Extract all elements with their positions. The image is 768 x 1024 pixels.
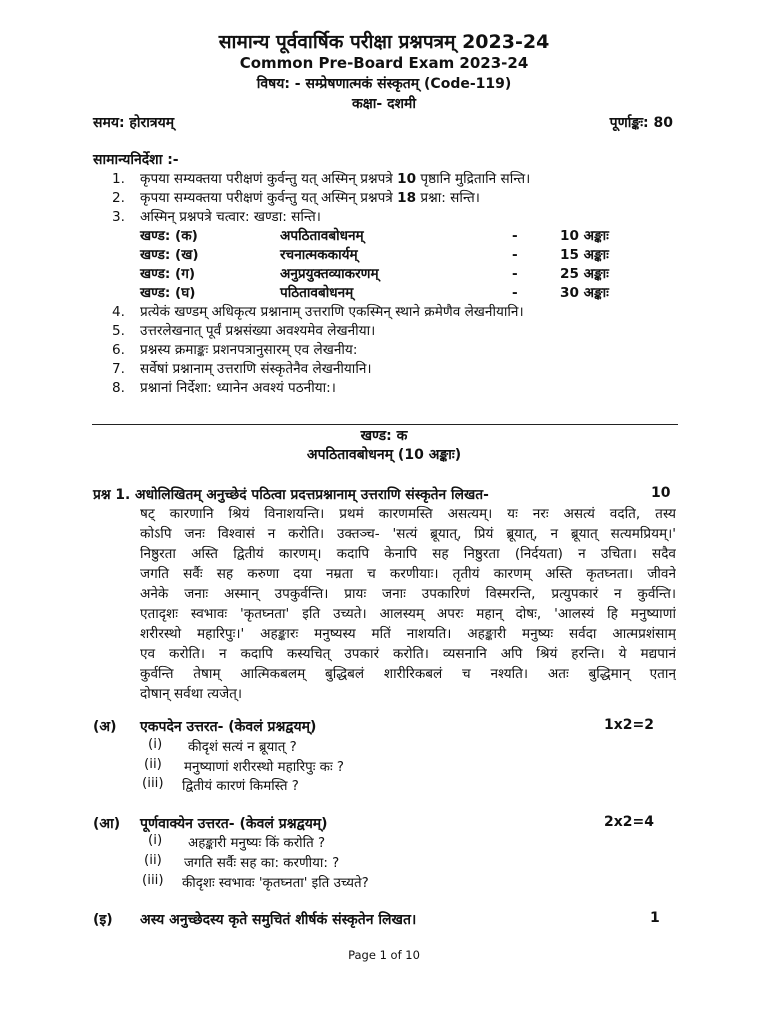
subject-line: विषय: - सम्प्रेषणात्मकं संस्कृतम् (Code-119) [256,76,512,92]
part-i-label: (इ) [93,912,113,928]
passage-line: दोषान् सर्वथा त्यजेत्। [140,686,243,702]
time-label: समय: होरात्रयम् [93,115,175,131]
instruction-item: 4. प्रत्येकं खण्डम् अधिकृत्य प्रश्नानाम् उत्तराणि एकस्मिन् स्थाने क्रमेणैव लेखनीयानि। [112,304,524,320]
passage-line: जगति सर्वैः सह करुणा दया नम्रता च करणीयाः। तृतीयं कारणम् अस्ति कृतघ्नता। जीवने [140,566,676,582]
passage-line: शरीरस्थो महारिपुः।' अहङ्कारः मनुष्यस्य मतिं नाशयति। अहङ्कारी मनुष्यः सर्वदा आत्मप्रशंसाम् [140,626,676,642]
question-1-marks: 10 [651,485,671,501]
divider [92,424,678,425]
section-row: खण्ड: (ख) रचनात्मककार्यम् - 15 अङ्काः [140,247,609,263]
part-aa-marks: 2x2=4 [604,814,654,830]
page-number: Page 1 of 10 [348,948,420,962]
exam-title-english: Common Pre-Board Exam 2023-24 [239,54,529,72]
class-line: कक्षा- दशमी [351,96,417,112]
max-marks-label: पूर्णाङ्कः: 80 [609,115,673,131]
exam-title-hindi: सामान्य पूर्ववार्षिक परीक्षा प्रश्नपत्रम् 2023-24 [218,31,550,53]
part-aa-instruction: पूर्णवाक्येन उत्तरत- (केवलं प्रश्नद्वयम्) [140,816,328,832]
instruction-item: 2. कृपया सम्यक्तया परीक्षणं कुर्वन्तु यत् अस्मिन् प्रश्नपत्रे 18 प्रश्ना: सन्ति। [112,190,480,206]
part-i-marks: 1 [650,910,660,926]
section-row: खण्ड: (ग) अनुप्रयुक्तव्याकरणम् - 25 अङ्काः [140,266,609,282]
instruction-item: 8. प्रश्नानां निर्देशा: ध्यानेन अवश्यं पठनीया:। [112,380,336,396]
passage-line: एव करोति। न कदापि कस्यचित् उपकारं करोति। व्यसनानि अपि श्रियं हरन्ति। ये मद्यपानं [140,646,676,662]
part-aa-label: (आ) [93,816,121,832]
instruction-item: 6. प्रश्नस्य क्रमाङ्कः प्रशनपत्रानुसारम् एव लेखनीय: [112,342,358,358]
instructions-heading: सामान्यनिर्देशा :- [93,152,179,168]
exam-page: सामान्य पूर्ववार्षिक परीक्षा प्रश्नपत्रम् 2023-24 Common Pre-Board Exam 2023-24 विषय: - सम्प्रेषणात्मकं संस्कृतम् (Code-119) कक्षा- दशमी समय: होरात्रयम् पूर्णाङ्कः: 80 सामान्यनिर्देशा :- 1. कृपया सम्यक्तया परीक्षणं कुर्वन्तु यत् अस्मिन् प्रश्नपत्रे 10 पृष्ठानि मुद्रितानि सन्ति। 2. कृपया सम्यक्तया परीक्षणं कुर्वन्तु यत् अस्मिन् प्रश्नपत्रे 18 प्रश्ना: सन्ति। 3. अस्मिन् प्रश्नपत्रे चत्वार: खण्डा: सन्ति। खण्ड: (क) अपठितावबोधनम् - 10 अङ्काः खण्ड: (ख) रचनात्मककार्यम् - 15 अङ्काः खण्ड: (ग) अनुप्रयुक्तव्याकरणम् - 25 अङ्काः खण्ड: (घ) पठितावबोधनम् - 30 अङ्काः 4. प्रत्येकं खण्डम् अधिकृत्य प्रश्नानाम् उत्तराणि एकस्मिन् स्थाने क्रमेणैव लेखनीयानि। 5. उत्तरलेखनात् पूर्वं प्रश्नसंख्या अवश्यमेव लेखनीया। 6. प्रश्नस्य क्रमाङ्कः प्रशनपत्रानुसारम् एव लेखनीय: 7. सर्वेषां प्रश्नानाम् उत्तराणि संस्कृतेनैव लेखनीयानि। 8. प्रश्नानां निर्देशा: ध्यानेन अवश्यं पठनीया:। खण्ड: क अपठितावबोधनम् (10 अङ्काः) प्रश्न 1. अधोलिखितम् अनुच्छेदं पठित्वा प्रदत्तप्रश्नानाम् उत्तराणि संस्कृतेन लिखत- 10 षट् कारणानि श्रियं विनाशयन्ति। प्रथमं कारणमस्ति असत्यम्। यः नरः असत्यं वदति, तस्य कोऽपि जनः विश्वासं न करोति। उक्तञ्च- 'सत्यं ब्रूयात्, प्रियं ब्रूयात्, न ब्रूयात् सत्यमप्रियम्।' निष्ठुरता अस्ति द्वितीयं कारणम्। कदापि केनापि सह निष्ठुरता (निर्दयता) न उचिता। सदैव जगति सर्वैः सह करुणा दया नम्रता च करणीयाः। तृतीयं कारणम् अस्ति कृतघ्नता। जीवने अनेके जनाः अस्मान् उपकुर्वन्ति। प्रायः जनाः उपकारिणं विस्मरन्ति, प्रत्युपकारं न कुर्वन्ति। एतादृशः स्वभावः 'कृतघ्नता' इति उच्यते। आलस्यम् अपरः महान् दोषः, 'आलस्यं हि मनुष्याणां शरीरस्थो महारिपुः।' अहङ्कारः मनुष्यस्य मतिं नाशयति। अहङ्कारी मनुष्यः सर्वदा आत्मप्रशंसाम् एव करोति। न कदापि कस्यचित् उपकारं करोति। व्यसनानि अपि श्रियं हरन्ति। ये मद्यपानं कुर्वन्ति तेषाम् आत्मिकबलम् बुद्धिबलं शारीरिकबलं च नश्यति। अतः बुद्धिमान् एतान् दोषान् सर्वथा त्यजेत्। (अ) एकपदेन उत्तरत- (केवलं प्रश्नद्वयम्) 1x2=2 (i) कीदृशं सत्यं न ब्रूयात् ? (ii) मनुष्याणां शरीरस्थो महारिपुः कः ? (iii) द्वितीयं कारणं किमस्ति ? (आ) पूर्णवाक्येन उत्तरत- (केवलं प्रश्नद्वयम्) 2x2=4 (i) अहङ्कारी मनुष्यः किं करोति ? (ii) जगति सर्वैः सह का: करणीया: ? (iii) कीदृशः स्वभावः 'कृतघ्नता' इति उच्यते? (इ) अस्य अनुच्छेदस्य कृते समुचितं शीर्षकं संस्कृतेन लिखत। 1 Page 1 of 10 [0,0,768,1024]
part-a-marks: 1x2=2 [604,717,654,733]
instruction-item: 3. अस्मिन् प्रश्नपत्रे चत्वार: खण्डा: सन्ति। [112,209,321,225]
section-subheading: अपठितावबोधनम् (10 अङ्काः) [306,447,462,463]
passage-line: षट् कारणानि श्रियं विनाशयन्ति। प्रथमं कारणमस्ति असत्यम्। यः नरः असत्यं वदति, तस्य [140,506,676,522]
reading-passage [140,504,676,704]
passage-line: एतादृशः स्वभावः 'कृतघ्नता' इति उच्यते। आलस्यम् अपरः महान् दोषः, 'आलस्यं हि मनुष्याणां [140,606,676,622]
section-heading: खण्ड: क [360,428,408,444]
passage-line: निष्ठुरता अस्ति द्वितीयं कारणम्। कदापि केनापि सह निष्ठुरता (निर्दयता) न उचिता। सदैव [140,546,676,562]
passage-line: अनेके जनाः अस्मान् उपकुर्वन्ति। प्रायः जनाः उपकारिणं विस्मरन्ति, प्रत्युपकारं न कुर्वन्ति। [140,586,676,602]
passage-line: कुर्वन्ति तेषाम् आत्मिकबलम् बुद्धिबलं शारीरिकबलं च नश्यति। अतः बुद्धिमान् एतान् [140,666,676,682]
part-a-label: (अ) [93,719,117,735]
instruction-item: 5. उत्तरलेखनात् पूर्वं प्रश्नसंख्या अवश्यमेव लेखनीया। [112,323,376,339]
instruction-item: 1. कृपया सम्यक्तया परीक्षणं कुर्वन्तु यत् अस्मिन् प्रश्नपत्रे 10 पृष्ठानि मुद्रितानि सन्ति। [112,171,531,187]
instruction-item: 7. सर्वेषां प्रश्नानाम् उत्तराणि संस्कृतेनैव लेखनीयानि। [112,361,372,377]
passage-line: कोऽपि जनः विश्वासं न करोति। उक्तञ्च- 'सत्यं ब्रूयात्, प्रियं ब्रूयात्, न ब्रूयात् सत्यमप्रियम्।' [140,526,676,542]
part-a-instruction: एकपदेन उत्तरत- (केवलं प्रश्नद्वयम्) [140,719,317,735]
question-1-label: प्रश्न 1. अधोलिखितम् अनुच्छेदं पठित्वा प्रदत्तप्रश्नानाम् उत्तराणि संस्कृतेन लिखत- [93,487,489,503]
instructions-list [112,170,702,398]
section-row: खण्ड: (क) अपठितावबोधनम् - 10 अङ्काः [140,228,609,244]
section-row: खण्ड: (घ) पठितावबोधनम् - 30 अङ्काः [140,285,609,301]
part-i-instruction: अस्य अनुच्छेदस्य कृते समुचितं शीर्षकं संस्कृतेन लिखत। [140,912,417,928]
